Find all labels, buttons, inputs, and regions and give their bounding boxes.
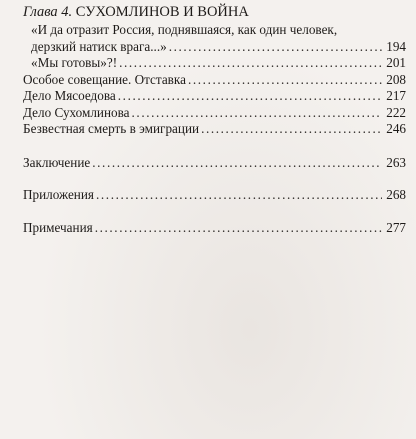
toc-section (23, 220, 406, 237)
toc-section-title: Примечания (23, 219, 93, 235)
toc-section-page: 263 (386, 154, 406, 170)
toc-entry-title: Особое совещание. Отставка (23, 71, 186, 87)
leader-dots (188, 72, 382, 89)
toc-entry-page: 194 (386, 38, 406, 54)
toc-entry-title: Дело Мясоедова (23, 88, 116, 103)
leader-dots (169, 39, 382, 56)
toc-entry (23, 72, 406, 89)
toc-section-title: Заключение (23, 154, 91, 170)
toc-entry-title: Безвестная смерть в эмиграции (23, 121, 200, 136)
toc-entry (23, 22, 406, 55)
toc-section-page: 268 (386, 187, 406, 202)
leader-dots (96, 187, 382, 204)
toc-entry-page: 208 (386, 71, 406, 87)
leader-dots (119, 55, 382, 72)
spacer (23, 204, 406, 220)
leader-dots (132, 105, 382, 122)
toc-entry-title-line1: «И да отразит Россия, поднявшаяся, как один человек, (31, 22, 338, 37)
toc-entry-page: 201 (386, 55, 406, 70)
spacer (23, 138, 406, 155)
toc-entry-title: Дело Сухомлинова (23, 104, 130, 120)
toc-section (23, 155, 406, 172)
spacer (23, 171, 406, 187)
toc-section-page: 277 (386, 219, 406, 235)
toc-entry-title: «Мы готовы»?! (31, 55, 118, 70)
toc-entry (23, 105, 406, 122)
leader-dots (118, 88, 382, 105)
toc-entry (23, 55, 406, 72)
chapter-label: Глава 4. (23, 4, 73, 20)
toc-entry-page: 222 (386, 104, 406, 120)
leader-dots (92, 155, 382, 172)
chapter-title: СУХОМЛИНОВ И ВОЙНА (75, 4, 249, 20)
toc-entry-page: 246 (386, 121, 406, 136)
toc-section (23, 187, 406, 204)
toc-entry-title-line2: дерзкий натиск врага...» (31, 38, 167, 54)
chapter-heading (23, 3, 406, 21)
table-of-contents (23, 3, 406, 236)
toc-entry (23, 88, 406, 105)
toc-entry-page: 217 (386, 88, 406, 103)
leader-dots (95, 220, 382, 237)
toc-entry (23, 121, 406, 138)
toc-section-title: Приложения (23, 187, 94, 202)
leader-dots (201, 121, 382, 138)
